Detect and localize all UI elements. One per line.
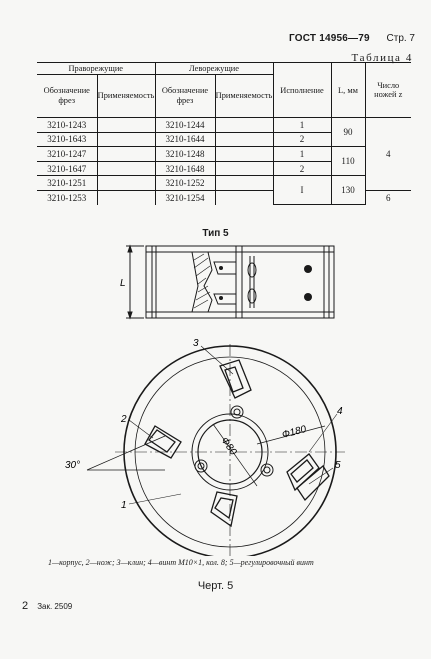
designation-cell: 3210-1643 [37, 132, 97, 147]
inner-diameter-label: Ф80 [218, 435, 239, 458]
length-header: L, мм [331, 63, 365, 118]
outer-diameter-label: Ф180 [280, 423, 308, 441]
spec-table [37, 62, 411, 205]
angle-label: 30° [65, 460, 81, 471]
knives-header: Число ножей z [365, 63, 411, 118]
designation-cell: 3210-1648 [155, 161, 215, 176]
standard-number: ГОСТ 14956—79 [289, 33, 370, 44]
group-right-header: Праворежущие [37, 63, 155, 75]
variant-header: Исполнение [273, 63, 331, 118]
knife-slot [220, 360, 251, 398]
callout-5: 5 [335, 460, 341, 471]
designation-cell: 3210-1252 [155, 176, 215, 191]
usage-cell [97, 190, 155, 204]
table-row [37, 118, 411, 133]
page-number: Стр. 7 [386, 33, 415, 44]
length-cell: 110 [331, 147, 365, 176]
usage-left-header: Применяемость [215, 75, 273, 118]
designation-left-header: Обозначение фрез [155, 75, 215, 118]
order-number: Зак. 2509 [37, 602, 73, 611]
usage-cell [215, 161, 273, 176]
table-row [37, 176, 411, 191]
usage-cell [97, 118, 155, 133]
usage-cell [97, 147, 155, 162]
group-left-header: Леворежущие [155, 63, 273, 75]
figure-legend: 1—корпус, 2—нож; 3—клин; 4—винт М10×1, кол. 8; 5—регулировочный винт [48, 558, 314, 567]
variant-cell: 1 [273, 147, 331, 162]
cutter-body-outline [146, 246, 334, 318]
usage-cell [215, 118, 273, 133]
variant-cell: 2 [273, 132, 331, 147]
designation-right-header: Обозначение фрез [37, 75, 97, 118]
callout-2: 2 [121, 414, 127, 425]
designation-cell: 3210-1248 [155, 147, 215, 162]
callout-1: 1 [121, 500, 127, 511]
usage-right-header: Применяемость [97, 75, 155, 118]
table-row [37, 147, 411, 162]
designation-cell: 3210-1253 [37, 190, 97, 204]
usage-cell [97, 132, 155, 147]
designation-cell: 3210-1244 [155, 118, 215, 133]
designation-cell: 3210-1254 [155, 190, 215, 204]
usage-cell [97, 176, 155, 191]
figure-caption: Черт. 5 [197, 580, 234, 592]
usage-cell [215, 147, 273, 162]
variant-cell: 2 [273, 161, 331, 176]
knife-section [192, 252, 212, 312]
callout-3: 3 [193, 338, 199, 349]
cutter-plan-view [25, 336, 365, 556]
usage-cell [215, 176, 273, 191]
length-cell: 130 [331, 176, 365, 205]
cutter-side-view [118, 240, 348, 328]
footer-page-number: 2 [22, 600, 29, 612]
length-cell: 90 [331, 118, 365, 147]
usage-cell [215, 132, 273, 147]
designation-cell: 3210-1247 [37, 147, 97, 162]
variant-cell: I [273, 176, 331, 205]
usage-cell [97, 161, 155, 176]
knife-slot [211, 492, 237, 526]
designation-cell: 3210-1251 [37, 176, 97, 191]
usage-cell [215, 190, 273, 204]
table-caption: Таблица 4 [351, 52, 413, 64]
designation-cell: 3210-1644 [155, 132, 215, 147]
knife-slot [287, 454, 319, 490]
variant-cell: 1 [273, 118, 331, 133]
type-label: Тип 5 [202, 228, 229, 239]
designation-cell: 3210-1243 [37, 118, 97, 133]
designation-cell: 3210-1647 [37, 161, 97, 176]
knives-cell: 4 [365, 118, 411, 191]
callout-4: 4 [337, 406, 343, 417]
knives-cell: 6 [365, 190, 411, 204]
page-header [289, 33, 415, 44]
page-footer [22, 600, 72, 612]
length-dim-label: L [120, 278, 126, 289]
